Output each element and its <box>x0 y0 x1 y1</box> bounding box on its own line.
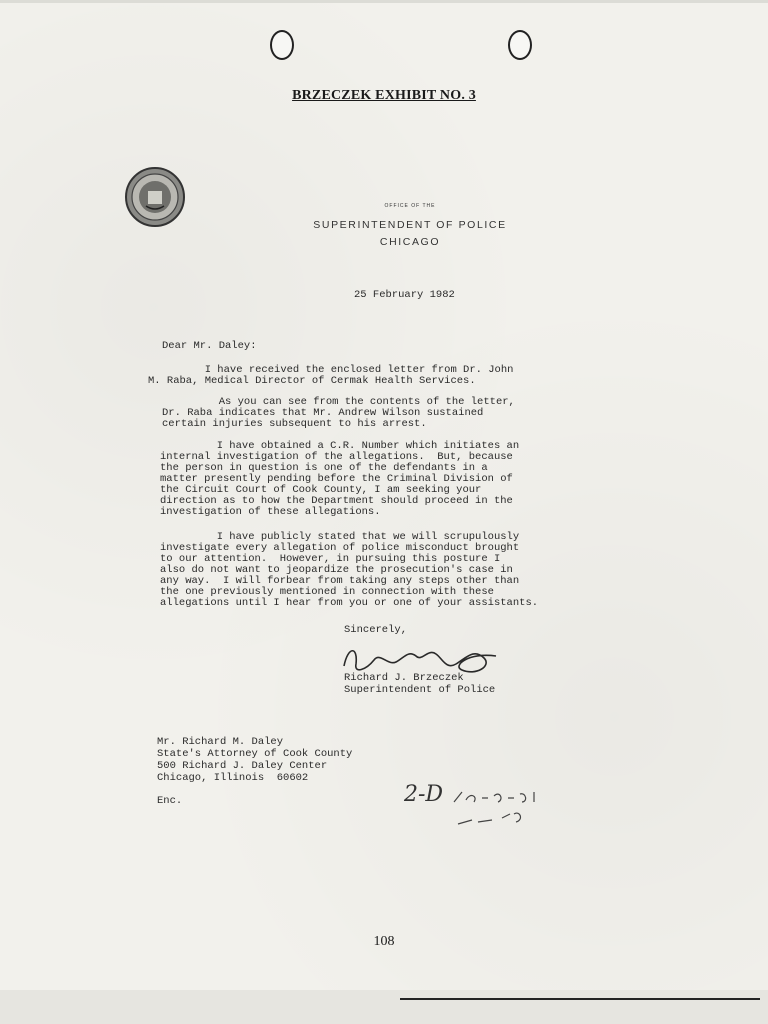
signer-name: Richard J. Brzeczek <box>344 672 464 684</box>
salutation: Dear Mr. Daley: <box>162 340 257 352</box>
handwritten-scribble-icon <box>448 784 558 836</box>
punch-hole-right <box>508 30 532 60</box>
handwritten-note: 2-D <box>404 782 444 807</box>
letter-date: 25 February 1982 <box>354 289 455 301</box>
recipient-line-2: State's Attorney of Cook County <box>157 748 353 760</box>
paragraph-4: I have publicly stated that we will scrupulously investigate every allegation of police misconduct brought to our attention. However, in pursuing this posture I also do not want to jeopardize the prosecution's case in any way. I will forbear from taking any steps other than the one previously mentioned in connection with these allegations until I hear from you or one of your assistants. <box>160 531 539 609</box>
closing: Sincerely, <box>344 624 408 636</box>
page-number: 108 <box>373 934 395 949</box>
punch-hole-left <box>270 30 294 60</box>
enclosure-note: Enc. <box>157 795 183 807</box>
signer-title: Superintendent of Police <box>344 684 496 696</box>
exhibit-label: BRZECZEK EXHIBIT NO. 3 <box>292 88 476 103</box>
city-seal-icon <box>124 166 186 228</box>
recipient-line-4: Chicago, Illinois 60602 <box>157 772 309 784</box>
letterhead-title: SUPERINTENDENT OF POLICE <box>313 219 507 231</box>
scan-edge <box>0 0 768 3</box>
paragraph-3: I have obtained a C.R. Number which initiates an internal investigation of the allegations. But, because the person in question is one of the defendants in a matter presently pending before the Criminal Division of the Circuit Court of Cook County, I am seeking your direction as to how the Department should proceed in the investigation of these allegations. <box>160 440 520 518</box>
recipient-line-3: 500 Richard J. Daley Center <box>157 760 328 772</box>
letterhead-city: CHICAGO <box>379 236 441 248</box>
recipient-line-1: Mr. Richard M. Daley <box>157 736 284 748</box>
next-page-edge <box>0 990 768 1024</box>
paragraph-2: As you can see from the contents of the letter, Dr. Raba indicates that Mr. Andrew Wilson sustained certain injuries subsequent to his arrest. <box>162 396 515 430</box>
letterhead-office: OFFICE OF THE <box>384 203 436 209</box>
next-page-rule <box>400 998 760 1000</box>
paragraph-1: I have received the enclosed letter from Dr. John M. Raba, Medical Director of Cermak Health Services. <box>148 364 514 387</box>
